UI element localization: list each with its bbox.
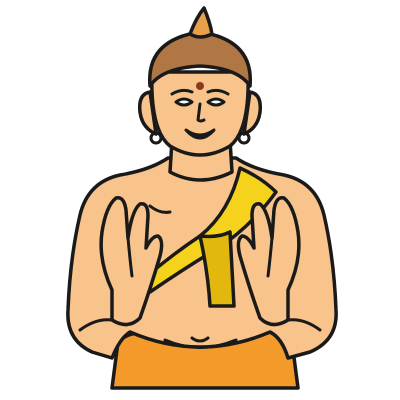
left-eye	[176, 99, 192, 105]
right-eye	[208, 99, 224, 105]
ushnisha	[190, 8, 212, 37]
urna	[196, 82, 204, 90]
